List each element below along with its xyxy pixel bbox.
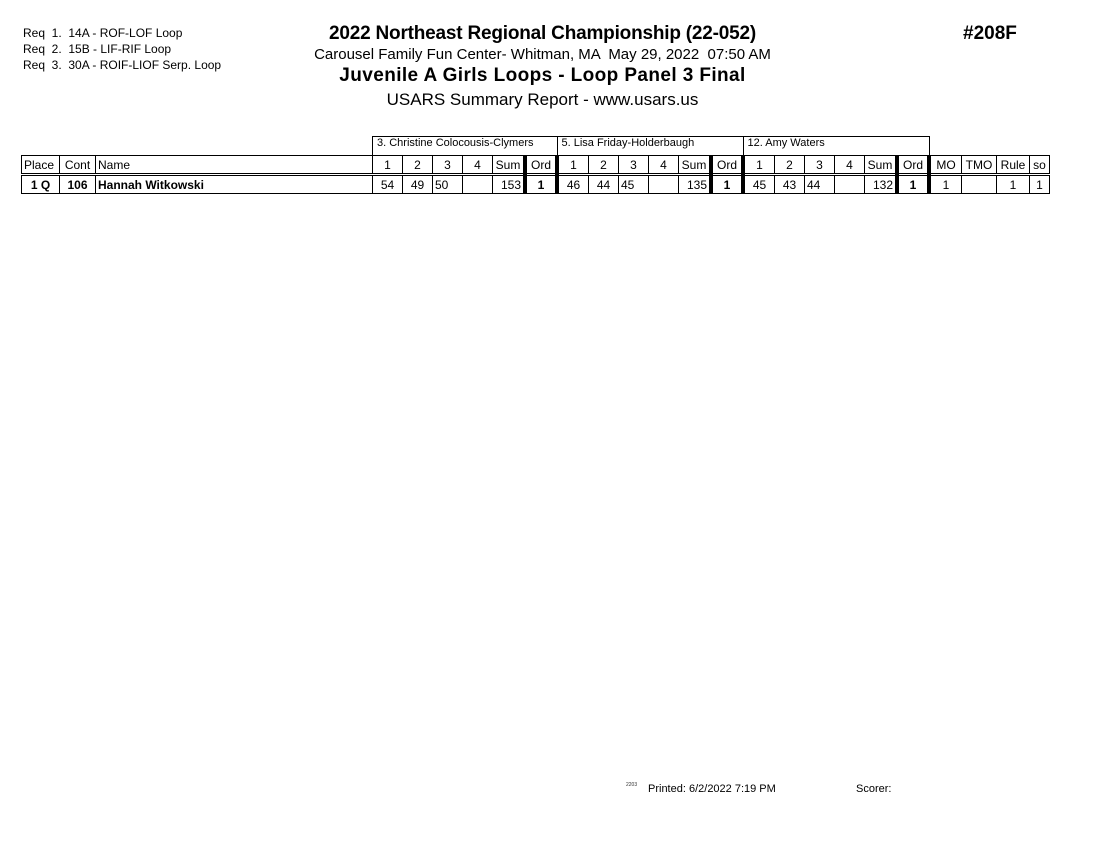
col-j3-sum: Sum xyxy=(865,156,898,175)
col-j3-1: 1 xyxy=(743,156,775,175)
judge-name: 3. Christine Colocousis-Clymers xyxy=(373,137,558,156)
cell-j2-s4 xyxy=(649,175,679,194)
col-cont: Cont xyxy=(60,156,96,175)
requirement-item: Req 3. 30A - ROIF-LIOF Serp. Loop xyxy=(23,58,222,72)
cell-j1-ord: 1 xyxy=(525,175,557,194)
cell-so: 1 xyxy=(1030,175,1050,194)
cell-mo: 1 xyxy=(929,175,962,194)
report-header xyxy=(290,22,795,111)
judge-name: 5. Lisa Friday-Holderbaugh xyxy=(557,137,743,156)
col-j2-ord: Ord xyxy=(711,156,743,175)
cell-j2-s3: 45 xyxy=(619,175,649,194)
cell-j1-sum: 153 xyxy=(493,175,526,194)
col-j3-2: 2 xyxy=(775,156,805,175)
col-name: Name xyxy=(96,156,373,175)
version-code: 2203 xyxy=(626,782,638,788)
cell-j1-s4 xyxy=(463,175,493,194)
cell-j3-s1: 45 xyxy=(743,175,775,194)
cell-cont: 106 xyxy=(60,175,96,194)
judges-header-row xyxy=(22,137,1050,156)
col-j2-1: 1 xyxy=(557,156,589,175)
col-j1-4: 4 xyxy=(463,156,493,175)
cell-j2-s2: 44 xyxy=(589,175,619,194)
cell-tmo xyxy=(962,175,997,194)
col-j2-sum: Sum xyxy=(679,156,712,175)
cell-j3-s2: 43 xyxy=(775,175,805,194)
requirement-item: Req 2. 15B - LIF-RIF Loop xyxy=(23,42,172,56)
col-j3-4: 4 xyxy=(835,156,865,175)
printed-timestamp: Printed: 6/2/2022 7:19 PM xyxy=(648,783,776,795)
col-mo: MO xyxy=(929,156,962,175)
col-j2-2: 2 xyxy=(589,156,619,175)
cell-name: Hannah Witkowski xyxy=(96,175,373,194)
requirements-list xyxy=(23,25,221,73)
venue-datetime: Carousel Family Fun Center- Whitman, MA May 29, 2022 07:50 AM xyxy=(314,46,771,63)
col-so: so xyxy=(1030,156,1050,175)
col-j2-4: 4 xyxy=(649,156,679,175)
col-rule: Rule xyxy=(997,156,1030,175)
scorer-label: Scorer: xyxy=(856,783,892,795)
competition-title: 2022 Northeast Regional Championship (22-052) xyxy=(328,23,757,44)
col-j1-1: 1 xyxy=(373,156,403,175)
column-header-row xyxy=(22,156,1050,175)
judge-name: 12. Amy Waters xyxy=(743,137,929,156)
cell-j1-s1: 54 xyxy=(373,175,403,194)
event-number: #208F xyxy=(963,23,1017,44)
col-j1-2: 2 xyxy=(403,156,433,175)
col-j1-3: 3 xyxy=(433,156,463,175)
cell-j3-s4 xyxy=(835,175,865,194)
cell-j3-s3: 44 xyxy=(805,175,835,194)
report-subtitle: USARS Summary Report - www.usars.us xyxy=(386,90,699,109)
col-j1-sum: Sum xyxy=(493,156,526,175)
cell-j1-s2: 49 xyxy=(403,175,433,194)
cell-j2-ord: 1 xyxy=(711,175,743,194)
cell-rule: 1 xyxy=(997,175,1030,194)
cell-j2-s1: 46 xyxy=(557,175,589,194)
cell-j3-ord: 1 xyxy=(897,175,929,194)
col-j3-3: 3 xyxy=(805,156,835,175)
cell-place: 1 Q xyxy=(22,175,60,194)
event-title: Juvenile A Girls Loops - Loop Panel 3 Final xyxy=(339,65,746,86)
cell-j3-sum: 132 xyxy=(865,175,898,194)
col-j2-3: 3 xyxy=(619,156,649,175)
table-row xyxy=(22,175,1050,194)
cell-j1-s3: 50 xyxy=(433,175,463,194)
col-tmo: TMO xyxy=(962,156,997,175)
col-place: Place xyxy=(22,156,60,175)
requirement-item: Req 1. 14A - ROF-LOF Loop xyxy=(23,26,183,40)
col-j3-ord: Ord xyxy=(897,156,929,175)
cell-j2-sum: 135 xyxy=(679,175,712,194)
results-table xyxy=(21,136,1050,194)
col-j1-ord: Ord xyxy=(525,156,557,175)
